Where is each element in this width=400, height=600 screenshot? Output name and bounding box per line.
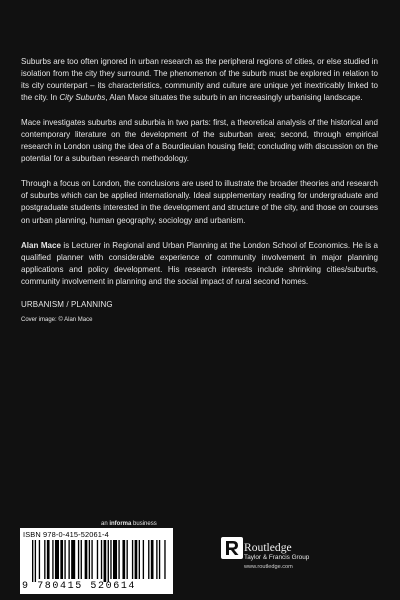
barcode-bar: [135, 540, 138, 579]
barcode-bar: [52, 540, 53, 579]
barcode-bar: [64, 540, 65, 579]
barcode-bar: [110, 540, 111, 579]
barcode-bar: [55, 540, 59, 579]
barcode-bar: [47, 540, 50, 579]
isbn-barcode: [20, 528, 173, 594]
isbn-number: ISBN 978-0-415-52061-4: [23, 530, 109, 539]
barcode-bar: [156, 540, 157, 579]
barcode-bar: [159, 540, 160, 579]
blurb-text: , Alan Mace situates the suburb in an increasingly urbanising landscape.: [105, 93, 363, 103]
barcode-bar: [164, 540, 165, 579]
barcode-bar: [148, 540, 149, 579]
blurb-paragraph-2: Mace investigates suburbs and suburbia in two parts: first, a theoretical analysis of the historical and contemporary literature on the development of the suburban area; second, through empirical research in London using the idea of a Bourdieuian housing field; concluding with discussion on the potential for a suburban research methodology.: [21, 118, 378, 164]
barcode-bar: [81, 540, 82, 579]
publisher-block: [221, 537, 381, 592]
barcode-bar: [139, 540, 140, 579]
informa-suffix: business: [131, 521, 157, 527]
barcode-bar: [71, 540, 75, 579]
barcode-bar: [85, 540, 88, 579]
informa-brand: informa: [109, 521, 132, 527]
barcode-bar: [35, 540, 36, 582]
informa-business-tag: [101, 520, 157, 528]
barcode-bar: [143, 540, 144, 579]
barcode-bar: [101, 540, 102, 579]
author-bio-text: is Lecturer in Regional and Urban Planning at the London School of Economics. He is a qualified planner with considerable experience of community involvement in major planning applications and policy development. His research interests include shrinking cities/suburbs, community involvement in planning and the social impact of rural second homes.: [21, 240, 378, 286]
barcode-bar: [39, 540, 40, 579]
barcode-bar: [108, 540, 109, 582]
barcode-bar: [44, 540, 45, 579]
routledge-r-logo-icon: [221, 537, 243, 559]
barcode-bar: [32, 540, 33, 582]
blurb-paragraph-3: Through a focus on London, the conclusions are used to illustrate the broader theories and research of suburbs which can be applied internationally. Ideal supplementary reading for undergraduate and postgraduate students interested in the development and structure of the city, and those on courses on urban planning, human geography, sociology and urbanism.: [21, 179, 378, 225]
ean-digits: 9 780415 520614: [22, 581, 137, 592]
book-title-italic: City Suburbs: [59, 93, 106, 103]
barcode-bar: [151, 540, 154, 579]
barcode-bar: [60, 540, 63, 579]
informa-prefix: an: [101, 521, 110, 527]
subject-category: URBANISM / PLANNING: [21, 299, 113, 309]
publisher-name: Routledge: [244, 541, 292, 554]
barcode-bar: [127, 540, 128, 579]
blurb-text: Suburbs are too often ignored in urban research as the peripheral regions of cities, or else studied in isolation from the city they surround. The phenomenon of the suburb must be explored in relation to its city counterpart – its characteristics, community and culture are unique yet inextricably linked to the city. In: [21, 57, 378, 103]
barcode-bar: [91, 540, 92, 579]
barcode-bar: [78, 540, 79, 579]
blurb-paragraph-1: [21, 56, 378, 104]
author-name: Alan Mace: [21, 240, 61, 250]
blurb: [21, 56, 378, 324]
author-bio: [21, 240, 378, 288]
barcode-bar: [113, 540, 117, 579]
cover-image-credit: Cover image: © Alan Mace: [21, 316, 93, 323]
barcode-bar: [122, 540, 125, 579]
barcode-bar: [68, 540, 69, 579]
barcode-bar: [118, 540, 119, 579]
barcode-bar: [132, 540, 133, 579]
barcode-bars: [32, 540, 169, 582]
barcode-bar: [104, 540, 107, 582]
barcode-bar: [89, 540, 90, 579]
barcode-bar: [97, 540, 98, 579]
publisher-group: Taylor & Francis Group: [244, 554, 310, 561]
publisher-url: www.routledge.com: [244, 564, 293, 570]
